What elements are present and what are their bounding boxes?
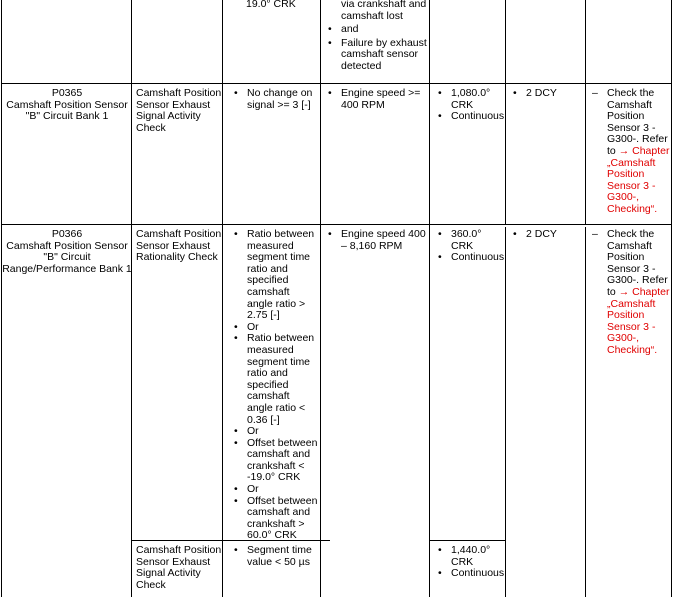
conditions-list bbox=[324, 229, 428, 252]
mil-list bbox=[509, 88, 583, 100]
check-cell: Camshaft Position Sensor Exhaust Signal Activity Check bbox=[136, 544, 222, 591]
criteria-item: • Or bbox=[230, 322, 318, 334]
criteria-item: • Or bbox=[230, 484, 318, 496]
dtc-title: Camshaft Position Sensor "B" Circuit Range/Performance Bank 1 bbox=[2, 239, 132, 275]
criteria-item: • Offset between camshaft and crankshaft > 60.0° CRK bbox=[230, 496, 318, 542]
dtc-cell bbox=[2, 88, 132, 123]
col-border bbox=[429, 0, 430, 597]
dtc-cell bbox=[2, 229, 132, 275]
time-item: • 1,440.0° CRK bbox=[434, 545, 504, 568]
criteria-item: • Ratio between measured segment time ratio and specified camshaft angle ratio > 2.75 [-] bbox=[230, 229, 318, 322]
conditions-tail-item: • Failure by exhaust camshaft sensor detected bbox=[324, 38, 428, 73]
time-item: • 1,080.0° CRK bbox=[434, 88, 504, 111]
criteria-tail: 19.0° CRK bbox=[246, 0, 296, 10]
col-border bbox=[320, 0, 321, 597]
action-list bbox=[590, 229, 670, 357]
row-border bbox=[1, 83, 672, 84]
time-list bbox=[434, 229, 504, 264]
time-item: • Continuous bbox=[434, 111, 504, 123]
check-cell: Camshaft Position Sensor Exhaust Signal Activity Check bbox=[136, 87, 222, 134]
col-border bbox=[585, 227, 586, 597]
criteria-list bbox=[230, 88, 316, 111]
criteria-list bbox=[230, 229, 318, 542]
criteria-item: • Offset between camshaft and crankshaft < -19.0° CRK bbox=[230, 438, 318, 484]
dtc-code: P0365 bbox=[51, 87, 83, 99]
chapter-link[interactable]: → Chapter „Camshaft Position Sensor 3 - G300-, Checking“. bbox=[607, 144, 670, 215]
row-border bbox=[429, 540, 506, 541]
dtc-title: Camshaft Position Sensor "B" Circuit Bank 1 bbox=[6, 98, 128, 123]
action-text: Check the Camshaft Position Sensor 3 - G300-. Refer to bbox=[607, 228, 668, 298]
col-border bbox=[671, 0, 672, 597]
action-item bbox=[590, 88, 670, 216]
conditions-tail bbox=[324, 0, 428, 73]
criteria-item: • No change on signal >= 3 [-] bbox=[230, 88, 316, 111]
criteria-item: • Ratio between measured segment time ratio and specified camshaft angle ratio < 0.36 [-] bbox=[230, 333, 318, 426]
check-cell: Camshaft Position Sensor Exhaust Rationality Check bbox=[136, 228, 222, 264]
col-border bbox=[505, 227, 506, 597]
conditions-item: • Engine speed >= 400 RPM bbox=[324, 88, 426, 111]
time-list bbox=[434, 88, 504, 123]
time-item: • 360.0° CRK bbox=[434, 229, 504, 252]
conditions-list bbox=[324, 88, 426, 111]
dtc-code: P0366 bbox=[51, 228, 83, 240]
time-item: • Continuous bbox=[434, 568, 504, 580]
chapter-link[interactable]: → Chapter „Camshaft Position Sensor 3 - G300-, Checking“. bbox=[607, 285, 670, 356]
col-border bbox=[222, 0, 223, 597]
mil-list bbox=[509, 229, 583, 241]
row-border bbox=[1, 224, 672, 225]
time-item: • Continuous bbox=[434, 252, 504, 264]
mil-item: • 2 DCY bbox=[509, 88, 583, 100]
mil-item: • 2 DCY bbox=[509, 229, 583, 241]
conditions-tail-line: via crankshaft and camshaft lost bbox=[341, 0, 427, 22]
col-border bbox=[505, 0, 506, 225]
conditions-item: • Engine speed 400 – 8,160 RPM bbox=[324, 229, 428, 252]
col-border bbox=[585, 0, 586, 225]
action-list bbox=[590, 88, 670, 216]
criteria-list bbox=[230, 545, 316, 568]
time-list bbox=[434, 545, 504, 580]
conditions-tail-item: • and bbox=[324, 24, 428, 36]
criteria-item: • Or bbox=[230, 426, 318, 438]
action-text: Check the Camshaft Position Sensor 3 - G300-. Refer to bbox=[607, 87, 668, 157]
action-item bbox=[590, 229, 670, 357]
criteria-item: • Segment time value < 50 µs bbox=[230, 545, 316, 568]
